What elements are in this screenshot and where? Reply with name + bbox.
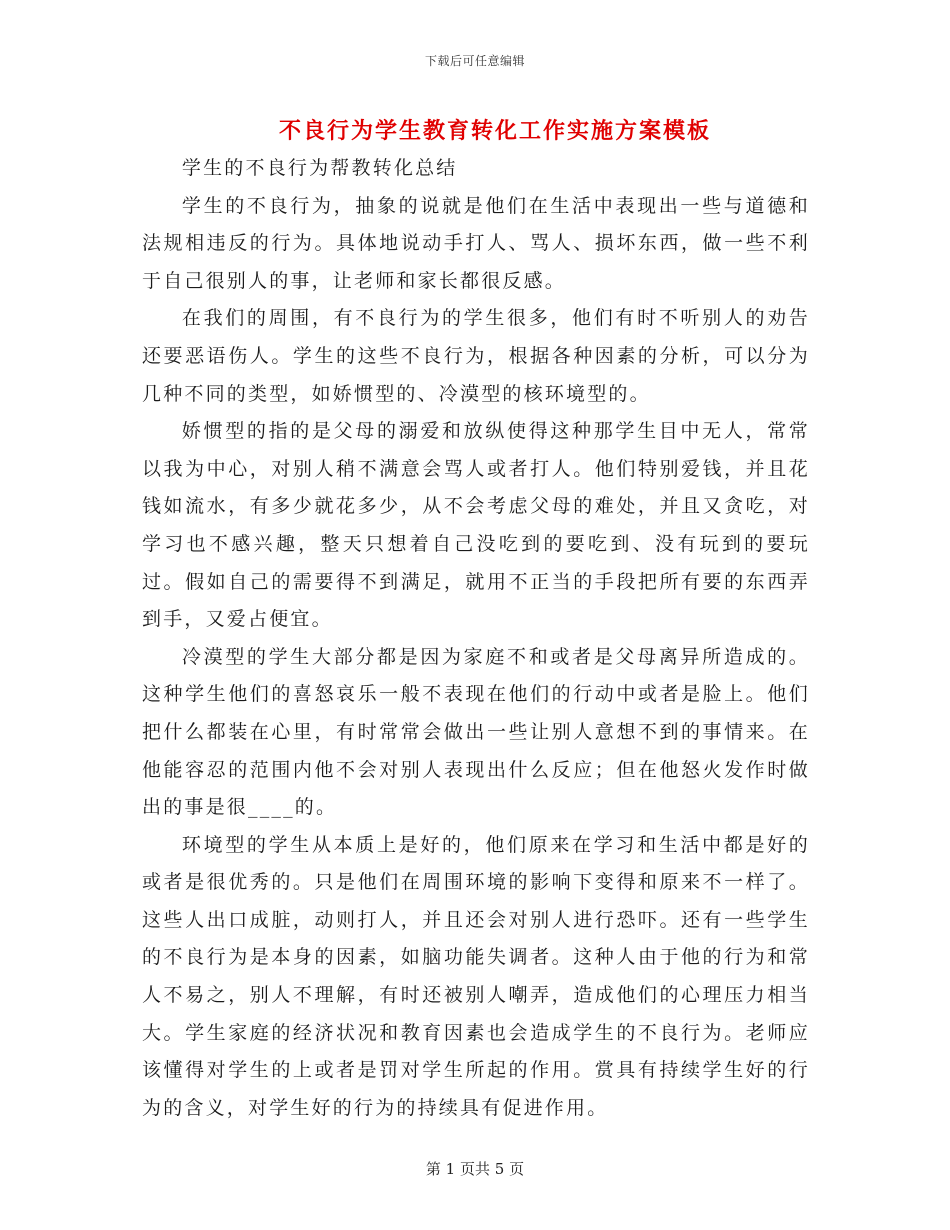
paragraph: 娇惯型的指的是父母的溺爱和放纵使得这种那学生目中无人，常常以我为中心，对别人稍不满意会骂人或者打人。他们特别爱钱，并且花钱如流水，有多少就花多少，从不会考虑父母的难处，并且又贪吃，对学习也不感兴趣，整天只想着自己没吃到的要吃到、没有玩到的要玩过。假如自己的需要得不到满足，就用不正当的手段把所有要的东西弄到手，又爱占便宜。 (142, 420, 810, 631)
document-title: 不良行为学生教育转化工作实施方案模板 (278, 118, 711, 144)
page-header-note: 下载后可任意编辑 (424, 54, 525, 68)
paragraph: 冷漠型的学生大部分都是因为家庭不和或者是父母离异所造成的。这种学生他们的喜怒哀乐一般不表现在他们的行动中或者是脸上。他们把什么都装在心里，有时常常会做出一些让别人意想不到的事情来。在他能容忍的范围内他不会对别人表现出什么反应；但在他怒火发作时做出的事是很____的。 (142, 645, 810, 819)
paragraph-subtitle: 学生的不良行为帮教转化总结 (181, 157, 458, 179)
paragraph: 环境型的学生从本质上是好的，他们原来在学习和生活中都是好的或者是很优秀的。只是他们在周围环境的影响下变得和原来不一样了。这些人出口成脏，动则打人，并且还会对别人进行恐吓。还有一些学生的不良行为是本身的因素，如脑功能失调者。这种人由于他的行为和常人不易之，别人不理解，有时还被别人嘲弄，造成他们的心理压力相当大。学生家庭的经济状况和教育因素也会造成学生的不良行为。老师应该懂得对学生的上或者是罚对学生所起的作用。赏具有持续学生好的行为的含义，对学生好的行为的持续具有促进作用。 (142, 833, 810, 1119)
document-body (142, 150, 810, 1127)
paragraph: 学生的不良行为，抽象的说就是他们在生活中表现出一些与道德和法规相违反的行为。具体地说动手打人、骂人、损坏东西，做一些不利于自己很别人的事，让老师和家长都很反感。 (142, 194, 810, 292)
paragraph: 在我们的周围，有不良行为的学生很多，他们有时不听别人的劝告还要恶语伤人。学生的这些不良行为，根据各种因素的分析，可以分为几种不同的类型，如娇惯型的、冷漠型的核环境型的。 (142, 307, 810, 405)
page-number: 第 1 页共 5 页 (425, 1160, 525, 1178)
